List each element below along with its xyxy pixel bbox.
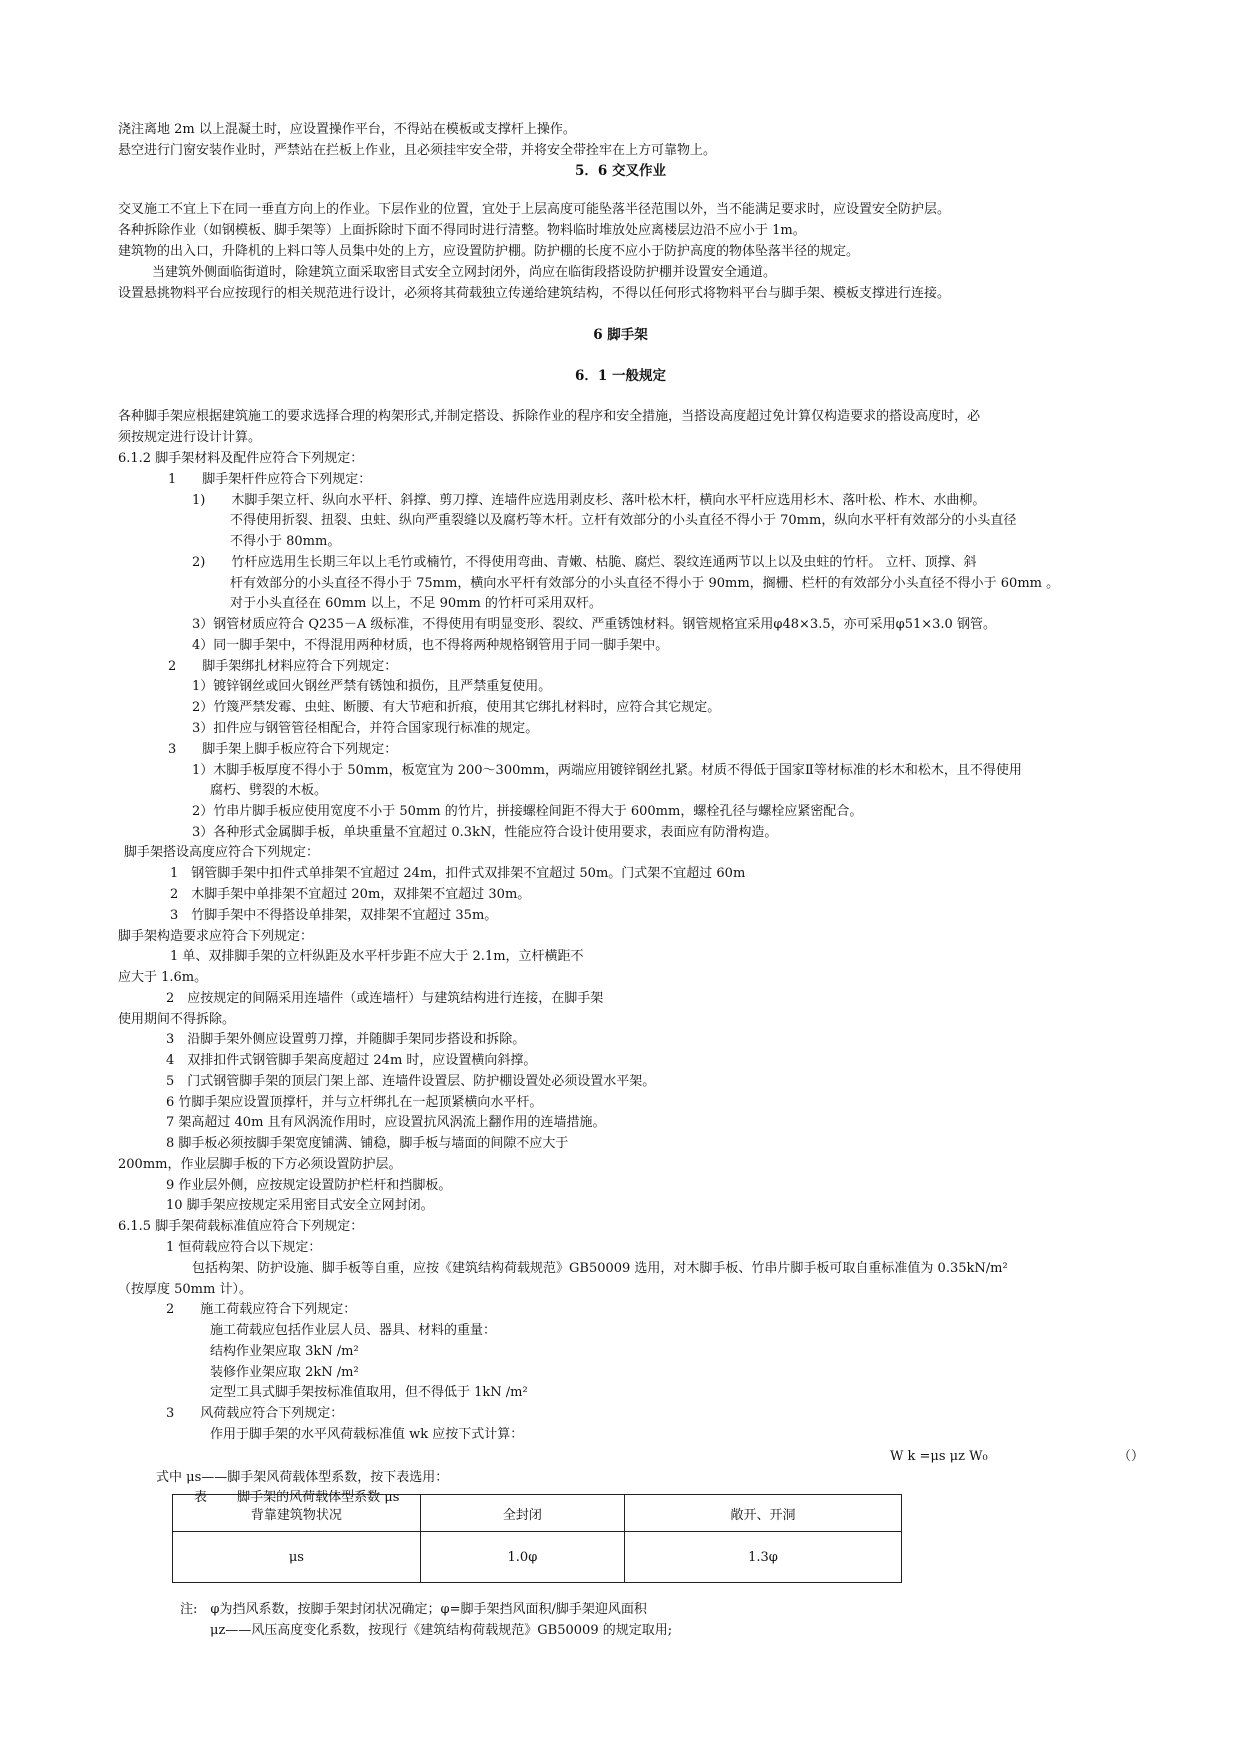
text-line: 2 应按规定的间隔采用连墙件（或连墙杆）与建筑结构进行连接，在脚手架 [166, 991, 604, 1006]
text-line: 交叉施工不宜上下在同一垂直方向上的作业。下层作业的位置，宜处于上层高度可能坠落半径范围以外，当不能满足要求时，应设置安全防护层。 [118, 202, 951, 217]
text-line: 脚手架搭设高度应符合下列规定： [124, 845, 320, 860]
text-line: 4）同一脚手架中，不得混用两种材质，也不得将两种规格钢管用于同一脚手架中。 [192, 638, 669, 653]
text-line: 200mm，作业层脚手板的下方必须设置防护层。 [118, 1157, 402, 1172]
text-line: 须按规定进行设计计算。 [118, 430, 262, 445]
text-line: 定型工具式脚手架按标准值取用，但不得低于 1kN /m² [210, 1385, 528, 1400]
text-line: 1 钢管脚手架中扣件式单排架不宜超过 24m，扣件式双排架不宜超过 50m。门式架不宜超过 60m [170, 866, 746, 881]
text-line: 2 施工荷载应符合下列规定： [166, 1302, 357, 1317]
note-line: 注: φ为挡风系数，按脚手架封闭状况确定；φ=脚手架挡风面积/脚手架迎风面积 [180, 1602, 647, 1617]
chapter-heading: 6 脚手架 [593, 327, 648, 343]
formula: W k =μs μz W₀ [890, 1449, 988, 1464]
text-line: 对于小头直径在 60mm 以上，不足 90mm 的竹杆可采用双杆。 [230, 596, 602, 611]
text-line: 悬空进行门窗安装作业时，严禁站在拦板上作业，且必须挂牢安全带，并将安全带拴牢在上方可靠物上。 [118, 143, 717, 158]
text-line: 包括构架、防护设施、脚手板等自重，应按《建筑结构荷载规范》GB50009 选用，对木脚手板、竹串片脚手板可取自重标准值为 0.35kN/m² [192, 1261, 1008, 1276]
text-line: 杆有效部分的小头直径不得小于 75mm，横向水平杆有效部分的小头直径不得小于 90mm，搁栅、栏杆的有效部分小头直径不得小于 60mm 。 [230, 576, 1060, 591]
text-line: 1 脚手架杆件应符合下列规定： [168, 472, 372, 487]
text-line: 5 门式钢管脚手架的顶层门架上部、连墙件设置层、防护棚设置处必须设置水平架。 [166, 1074, 656, 1089]
text-line: 3 沿脚手架外侧应设置剪刀撑，并随脚手架同步搭设和拆除。 [166, 1032, 526, 1047]
text-line: 4 双排扣件式钢管脚手架高度超过 24m 时，应设置横向斜撑。 [166, 1053, 537, 1068]
text-line: 7 架高超过 40m 且有风涡流作用时，应设置抗风涡流上翻作用的连墙措施。 [166, 1115, 606, 1130]
text-line: 使用期间不得拆除。 [118, 1012, 236, 1027]
text-line: 结构作业架应取 3kN /m² [210, 1344, 359, 1359]
text-line: 2 木脚手架中单排架不宜超过 20m，双排架不宜超过 30m。 [170, 887, 531, 902]
text-line: 腐朽、劈裂的木板。 [210, 783, 328, 798]
text-line: 作用于脚手架的水平风荷载标准值 wk 应按下式计算： [210, 1427, 524, 1442]
note-line: μz——风压高度变化系数，按现行《建筑结构荷载规范》GB50009 的规定取用; [210, 1623, 673, 1638]
table-cell: μs [173, 1532, 421, 1583]
text-line: 10 脚手架应按规定采用密目式安全立网封闭。 [166, 1198, 434, 1213]
text-line: 脚手架构造要求应符合下列规定： [118, 929, 314, 944]
text-line: 1 单、双排脚手架的立杆纵距及水平杆步距不应大于 2.1m，立杆横距不 [170, 949, 584, 964]
text-line: 浇注离地 2m 以上混凝土时，应设置操作平台，不得站在模板或支撑杆上操作。 [118, 122, 576, 137]
text-line: 9 作业层外侧，应按规定设置防护栏杆和挡脚板。 [166, 1178, 452, 1193]
formula-number: （） [1118, 1449, 1145, 1464]
text-line: （按厚度 50mm 计）。 [118, 1282, 252, 1297]
text-line: 不得使用折裂、扭裂、虫蛀、纵向严重裂缝以及腐朽等木杆。立杆有效部分的小头直径不得小于 70mm，纵向水平杆有效部分的小头直径 [230, 513, 1017, 528]
table-caption: 表 脚手架的风荷载体型系数 μs [194, 1490, 400, 1505]
table-header-cell: 背靠建筑物状况 [173, 1495, 421, 1532]
text-line: 6 竹脚手架应设置顶撑杆，并与立杆绑扎在一起顶紧横向水平杆。 [166, 1095, 543, 1110]
text-line: 1）镀锌钢丝或回火钢丝严禁有锈蚀和损伤，且严禁重复使用。 [192, 679, 552, 694]
section-heading: 6．1 一般规定 [575, 368, 666, 384]
text-line: 3）钢管材质应符合 Q235－A 级标准，不得使用有明显变形、裂纹、严重锈蚀材料。钢管规格宜采用φ48×3.5，亦可采用φ51×3.0 钢管。 [192, 617, 996, 632]
wind-coefficient-table [172, 1494, 902, 1583]
text-line: 3 脚手架上脚手板应符合下列规定： [168, 742, 398, 757]
text-line: 2）竹串片脚手板应使用宽度不小于 50mm 的竹片，拼接螺栓间距不得大于 600mm，螺栓孔径与螺栓应紧密配合。 [192, 804, 863, 819]
text-line: 2）竹篾严禁发霉、虫蛀、断腰、有大节疤和折痕，使用其它绑扎材料时，应符合其它规定。 [192, 700, 721, 715]
text-line: 应大于 1.6m。 [118, 970, 208, 985]
text-line: 施工荷载应包括作业层人员、器具、材料的重量： [210, 1323, 497, 1338]
text-line: 8 脚手板必须按脚手架宽度铺满、铺稳，脚手板与墙面的间隙不应大于 [166, 1136, 569, 1151]
text-line: 式中 μs——脚手架风荷载体型系数，按下表选用： [156, 1470, 449, 1485]
section-heading: 5．6 交叉作业 [575, 163, 666, 179]
text-line: 不得小于 80mm。 [230, 534, 341, 549]
text-line: 各种拆除作业（如钢模板、脚手架等）上面拆除时下面不得同时进行清整。物料临时堆放处应离楼层边沿不应小于 1m。 [118, 223, 806, 238]
text-line: 3）各种形式金属脚手板，单块重量不宜超过 0.3kN，性能应符合设计使用要求，表面应有防滑构造。 [192, 825, 778, 840]
text-line: 1) 木脚手架立杆、纵向水平杆、斜撑、剪刀撑、连墙件应选用剥皮杉、落叶松木杆，横向水平杆应选用杉木、落叶松、柞木、水曲柳。 [192, 493, 986, 508]
table-header-cell: 敞开、开洞 [624, 1495, 901, 1532]
text-line: 建筑物的出入口，升降机的上料口等人员集中处的上方，应设置防护棚。防护棚的长度不应小于防护高度的物体坠落半径的规定。 [118, 244, 860, 259]
text-line: 1 恒荷载应符合以下规定： [166, 1240, 322, 1255]
text-line: 3 竹脚手架中不得搭设单排架，双排架不宜超过 35m。 [170, 908, 498, 923]
text-line: 设置悬挑物料平台应按现行的相关规范进行设计，必须将其荷载独立传递给建筑结构，不得以任何形式将物料平台与脚手架、模板支撑进行连接。 [118, 286, 951, 301]
table-header-cell: 全封闭 [420, 1495, 624, 1532]
text-line: 3）扣件应与钢管管径相配合，并符合国家现行标准的规定。 [192, 721, 539, 736]
text-line: 1）木脚手板厚度不得小于 50mm，板宽宜为 200～300mm，两端应用镀锌钢丝扎紧。材质不得低于国家Ⅱ等材标准的杉木和松木，且不得使用 [192, 763, 1022, 778]
text-line: 2) 竹杆应选用生长期三年以上毛竹或楠竹，不得使用弯曲、青嫩、枯脆、腐烂、裂纹连通两节以上以及虫蛀的竹杆。 立杆、顶撑、斜 [192, 555, 977, 570]
text-line: 当建筑外侧面临街道时，除建筑立面采取密目式安全立网封闭外，尚应在临街段搭设防护棚并设置安全通道。 [152, 265, 777, 280]
table-cell: 1.0φ [420, 1532, 624, 1583]
text-line: 各种脚手架应根据建筑施工的要求选择合理的构架形式,并制定搭设、拆除作业的程序和安全措施，当搭设高度超过免计算仅构造要求的搭设高度时，必 [118, 409, 981, 424]
text-line: 2 脚手架绑扎材料应符合下列规定： [168, 659, 398, 674]
table-cell: 1.3φ [624, 1532, 901, 1583]
text-line: 3 风荷载应符合下列规定： [166, 1406, 344, 1421]
text-line: 装修作业架应取 2kN /m² [210, 1365, 359, 1380]
clause-heading: 6.1.5 脚手架荷载标准值应符合下列规定： [118, 1219, 364, 1234]
clause-heading: 6.1.2 脚手架材料及配件应符合下列规定： [118, 451, 364, 466]
